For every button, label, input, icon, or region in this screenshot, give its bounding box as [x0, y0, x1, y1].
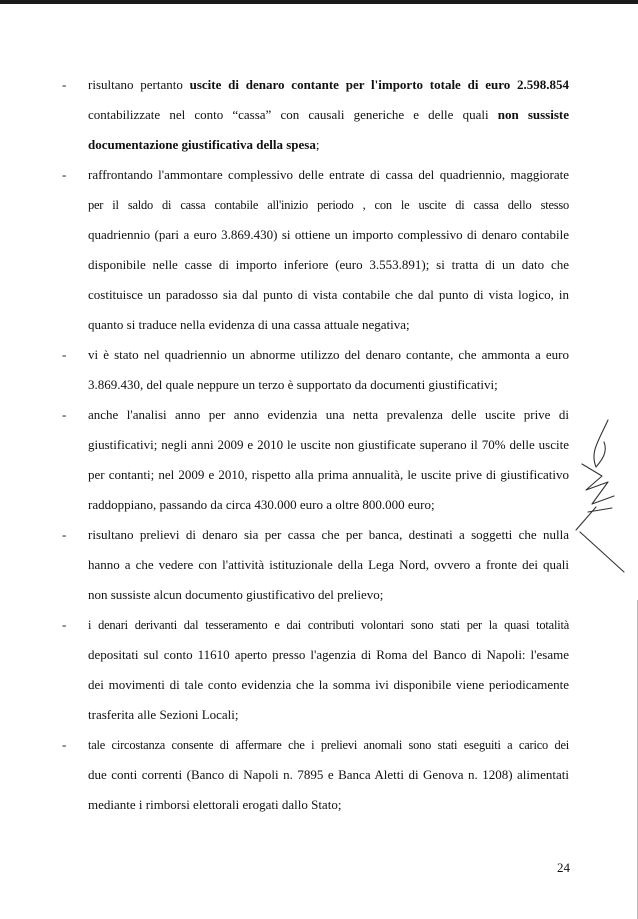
text-span: depositati sul conto 11610 aperto presso l'agenzia di Roma del Banco di Napoli: l'esame	[88, 647, 569, 662]
text-span: due conti correnti (Banco di Napoli n. 7895 e Banca Aletti di Genova n. 1208) alimentati	[88, 767, 569, 782]
text-line	[88, 550, 569, 580]
text-line	[88, 670, 569, 700]
bullet-dash: -	[62, 347, 67, 362]
text-line	[88, 310, 569, 340]
text-span: raddoppiano, passando da circa 430.000 euro a oltre 800.000 euro;	[88, 497, 435, 512]
text-span: tale circostanza consente di affermare che i prelievi anomali sono stati eseguiti a carico dei	[88, 738, 569, 752]
text-line	[88, 190, 569, 220]
text-span: non sussiste alcun documento giustificativo del prelievo;	[88, 587, 384, 602]
text-line	[88, 430, 569, 460]
text-span: anche l'analisi anno per anno evidenzia una netta prevalenza delle uscite prive di	[88, 407, 569, 422]
text-line	[88, 730, 569, 760]
bullet-dash: -	[62, 77, 67, 92]
handwritten-signature	[568, 412, 628, 577]
text-line	[88, 250, 569, 280]
text-line	[88, 400, 569, 430]
text-span: disponibile nelle casse di importo inferiore (euro 3.553.891); si tratta di un dato che	[88, 257, 569, 272]
top-border	[0, 0, 638, 4]
text-line	[88, 490, 569, 520]
bullet-dash: -	[62, 737, 67, 752]
text-line	[88, 70, 569, 100]
text-line	[88, 790, 569, 820]
page-number: 24	[557, 860, 570, 875]
text-span: risultano pertanto	[88, 77, 190, 92]
text-span: per contanti; nel 2009 e 2010, rispetto alla prima annualità, le uscite prive di giustificativo	[88, 467, 569, 482]
text-line	[88, 100, 569, 130]
text-line	[88, 610, 569, 640]
text-span: costituisce un paradosso sia dal punto di vista contabile che dal punto di vista logico, in	[88, 287, 569, 302]
text-span: giustificativi; negli anni 2009 e 2010 le uscite non giustificate superano il 70% delle uscite	[88, 437, 569, 452]
bullet-dash: -	[62, 617, 67, 632]
text-line	[88, 640, 569, 670]
text-span: hanno a che vedere con l'attività istituzionale della Lega Nord, ovvero a fronte dei quali	[88, 557, 569, 572]
text-line	[88, 760, 569, 790]
text-line	[88, 220, 569, 250]
text-span: quanto si traduce nella evidenza di una cassa attuale negativa;	[88, 317, 410, 332]
text-span: quadriennio (pari a euro 3.869.430) si ottiene un importo complessivo di denaro contabile	[88, 227, 569, 242]
text-line	[88, 700, 569, 730]
text-line	[88, 520, 569, 550]
text-span: risultano prelievi di denaro sia per cassa che per banca, destinati a soggetti che nulla	[88, 527, 569, 542]
text-line	[88, 340, 569, 370]
text-span: 3.869.430, del quale neppure un terzo è supportato da documenti giustificativi;	[88, 377, 498, 392]
bold-text: documentazione giustificativa della spesa	[88, 137, 316, 152]
text-line	[88, 460, 569, 490]
text-span: raffrontando l'ammontare complessivo delle entrate di cassa del quadriennio, maggiorate	[88, 167, 569, 182]
bullet-dash: -	[62, 167, 67, 182]
text-line	[88, 370, 569, 400]
bullet-dash: -	[62, 407, 67, 422]
text-span: ;	[315, 137, 320, 152]
text-span: i denari derivanti dal tesseramento e dai contributi volontari sono stati per la quasi totalità	[88, 618, 569, 632]
text-span: trasferita alle Sezioni Locali;	[88, 707, 239, 722]
bold-text: uscite di denaro contante per l'importo totale di euro 2.598.854	[189, 77, 569, 92]
text-span: mediante i rimborsi elettorali erogati dallo Stato;	[88, 797, 342, 812]
text-line	[88, 280, 569, 310]
text-line	[88, 580, 569, 610]
text-span: dei movimenti di tale conto evidenzia che la somma ivi disponibile viene periodicamente	[88, 677, 569, 692]
text-span: vi è stato nel quadriennio un abnorme utilizzo del denaro contante, che ammonta a euro	[88, 347, 569, 362]
bullet-dash: -	[62, 527, 67, 542]
text-line	[88, 130, 569, 160]
bold-text: non sussiste	[497, 107, 569, 122]
text-span: per il saldo di cassa contabile all'inizio periodo , con le uscite di cassa dello stesso	[88, 198, 569, 212]
text-span: contabilizzate nel conto “cassa” con causali generiche e delle quali	[88, 107, 498, 122]
text-line	[88, 160, 569, 190]
